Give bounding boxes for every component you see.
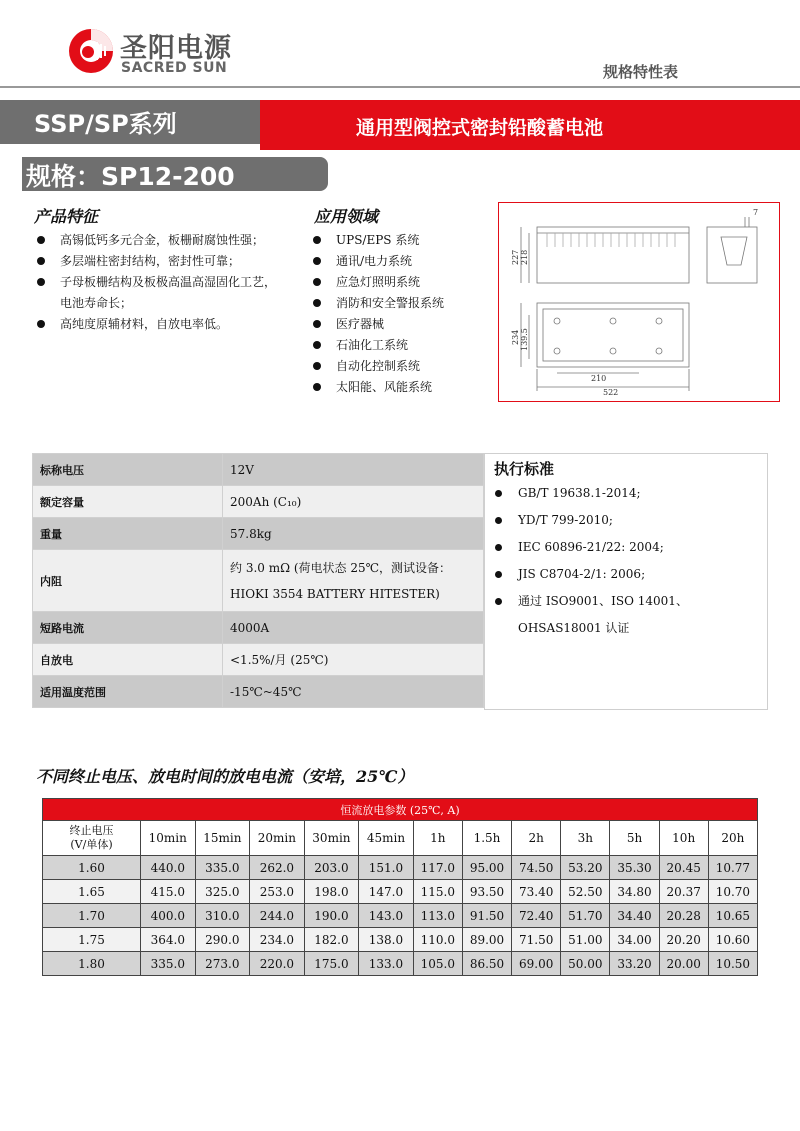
- spec-value: 12V: [223, 454, 484, 486]
- spec-key: 标称电压: [33, 454, 223, 486]
- current-cell: 440.0: [141, 856, 196, 880]
- standards-list: [494, 480, 762, 642]
- table-row: [43, 904, 758, 928]
- current-cell: 89.00: [462, 928, 511, 952]
- header-divider: [0, 86, 800, 88]
- current-cell: 34.80: [610, 880, 659, 904]
- column-header: 45min: [359, 821, 414, 856]
- voltage-cell: 1.60: [43, 856, 141, 880]
- discharge-table: [42, 798, 758, 976]
- column-header: 10h: [659, 821, 708, 856]
- current-cell: 151.0: [359, 856, 414, 880]
- spec-value: 57.8kg: [223, 518, 484, 550]
- current-cell: 34.40: [610, 904, 659, 928]
- current-cell: 143.0: [359, 904, 414, 928]
- current-cell: 10.60: [708, 928, 757, 952]
- current-cell: 93.50: [462, 880, 511, 904]
- list-item: 应急灯照明系统: [312, 272, 492, 293]
- battery-outline-drawing: [499, 203, 778, 400]
- current-cell: 115.0: [413, 880, 462, 904]
- current-cell: 175.0: [304, 952, 359, 976]
- current-cell: 33.20: [610, 952, 659, 976]
- current-cell: 73.40: [512, 880, 561, 904]
- spec-value: <1.5%/月 (25℃): [223, 644, 484, 676]
- current-cell: 335.0: [195, 856, 250, 880]
- list-item: GB/T 19638.1-2014;: [494, 480, 762, 507]
- table-row: [33, 550, 484, 612]
- list-item: 自动化控制系统: [312, 356, 492, 377]
- table-row: [33, 612, 484, 644]
- features-heading: 产品特征: [34, 207, 99, 226]
- current-cell: 220.0: [250, 952, 305, 976]
- current-cell: 415.0: [141, 880, 196, 904]
- list-item: 通讯/电力系统: [312, 251, 492, 272]
- current-cell: 244.0: [250, 904, 305, 928]
- list-item: 子母板栅结构及板极高温高湿固化工艺，电池寿命长；: [36, 272, 286, 314]
- current-cell: 325.0: [195, 880, 250, 904]
- table-row: [33, 676, 484, 708]
- table-row: [33, 518, 484, 550]
- voltage-cell: 1.80: [43, 952, 141, 976]
- dimension-label: 7: [753, 208, 759, 217]
- internal-resistance-line1: 约 3.0 mΩ (荷电状态 25℃，测试设备：: [230, 560, 452, 575]
- voltage-cell: 1.75: [43, 928, 141, 952]
- column-header: 20h: [708, 821, 757, 856]
- current-cell: 34.00: [610, 928, 659, 952]
- list-item: 多层端柱密封结构，密封性可靠；: [36, 251, 286, 272]
- dimension-label: 522: [603, 388, 619, 397]
- column-header: 20min: [250, 821, 305, 856]
- current-cell: 273.0: [195, 952, 250, 976]
- current-cell: 91.50: [462, 904, 511, 928]
- table-row: [43, 928, 758, 952]
- current-cell: 335.0: [141, 952, 196, 976]
- applications-list: [312, 230, 492, 398]
- model-title: 规格：SP12-200: [26, 162, 235, 191]
- discharge-table-title: 不同终止电压、放电时间的放电电流（安培，25℃）: [36, 767, 414, 786]
- list-item: 高纯度原辅材料，自放电率低。: [36, 314, 286, 335]
- current-cell: 234.0: [250, 928, 305, 952]
- current-cell: 20.20: [659, 928, 708, 952]
- current-cell: 71.50: [512, 928, 561, 952]
- current-cell: 51.00: [561, 928, 610, 952]
- list-item: 消防和安全警报系统: [312, 293, 492, 314]
- voltage-header-line2: (V/单体): [70, 838, 113, 851]
- table-row: [43, 880, 758, 904]
- current-cell: 117.0: [413, 856, 462, 880]
- list-item: 太阳能、风能系统: [312, 377, 492, 398]
- specification-table: [32, 453, 484, 708]
- current-cell: 105.0: [413, 952, 462, 976]
- table-row: [33, 486, 484, 518]
- column-header: 3h: [561, 821, 610, 856]
- current-cell: 133.0: [359, 952, 414, 976]
- applications-heading: 应用领域: [314, 207, 379, 226]
- current-cell: 52.50: [561, 880, 610, 904]
- current-cell: 20.00: [659, 952, 708, 976]
- list-item: YD/T 799-2010;: [494, 507, 762, 534]
- current-cell: 198.0: [304, 880, 359, 904]
- current-cell: 364.0: [141, 928, 196, 952]
- current-cell: 253.0: [250, 880, 305, 904]
- current-cell: 95.00: [462, 856, 511, 880]
- spec-key: 重量: [33, 518, 223, 550]
- current-cell: 190.0: [304, 904, 359, 928]
- current-cell: 10.65: [708, 904, 757, 928]
- list-item: UPS/EPS 系统: [312, 230, 492, 251]
- table-row: [43, 856, 758, 880]
- spec-value: [223, 550, 484, 612]
- table-row: [33, 454, 484, 486]
- table-row: [43, 952, 758, 976]
- current-cell: 310.0: [195, 904, 250, 928]
- product-title: 通用型阀控式密封铅酸蓄电池: [356, 117, 604, 139]
- current-cell: 400.0: [141, 904, 196, 928]
- column-header: 10min: [141, 821, 196, 856]
- dimension-label: 139.5: [520, 328, 529, 351]
- list-item: 医疗器械: [312, 314, 492, 335]
- brand-name-cn: 圣阳电源: [120, 33, 232, 64]
- current-cell: 138.0: [359, 928, 414, 952]
- brand-name-en: SACRED SUN: [121, 60, 228, 76]
- dimension-label: 227: [511, 249, 520, 265]
- spec-value: 200Ah (C₁₀): [223, 486, 484, 518]
- current-cell: 182.0: [304, 928, 359, 952]
- voltage-header: [43, 821, 141, 856]
- table-header-row: [43, 821, 758, 856]
- spec-key: 短路电流: [33, 612, 223, 644]
- list-item: JIS C8704-2/1: 2006;: [494, 561, 762, 588]
- current-cell: 69.00: [512, 952, 561, 976]
- table-row: [33, 644, 484, 676]
- current-cell: 86.50: [462, 952, 511, 976]
- document-type: 规格特性表: [602, 63, 678, 81]
- current-cell: 50.00: [561, 952, 610, 976]
- column-header: 1h: [413, 821, 462, 856]
- current-cell: 10.70: [708, 880, 757, 904]
- features-list: [36, 230, 286, 335]
- column-header: 1.5h: [462, 821, 511, 856]
- dimension-label: 218: [520, 249, 529, 265]
- current-cell: 10.50: [708, 952, 757, 976]
- current-cell: 110.0: [413, 928, 462, 952]
- discharge-banner: 恒流放电参数 (25℃, A): [43, 799, 758, 821]
- table-banner-row: [43, 799, 758, 821]
- current-cell: 262.0: [250, 856, 305, 880]
- dimension-drawing: [498, 202, 780, 402]
- spec-key: 自放电: [33, 644, 223, 676]
- current-cell: 290.0: [195, 928, 250, 952]
- list-item: IEC 60896-21/22: 2004;: [494, 534, 762, 561]
- list-item: 高锡低钙多元合金，板栅耐腐蚀性强；: [36, 230, 286, 251]
- spec-key: 额定容量: [33, 486, 223, 518]
- spec-value: 4000A: [223, 612, 484, 644]
- dimension-label: 210: [591, 374, 607, 383]
- current-cell: 20.28: [659, 904, 708, 928]
- current-cell: 53.20: [561, 856, 610, 880]
- current-cell: 20.37: [659, 880, 708, 904]
- voltage-cell: 1.70: [43, 904, 141, 928]
- column-header: 2h: [512, 821, 561, 856]
- voltage-header-line1: 终止电压: [69, 824, 114, 837]
- current-cell: 10.77: [708, 856, 757, 880]
- current-cell: 113.0: [413, 904, 462, 928]
- spec-key: 内阻: [33, 550, 223, 612]
- column-header: 30min: [304, 821, 359, 856]
- voltage-cell: 1.65: [43, 880, 141, 904]
- dimension-label: 234: [511, 329, 520, 345]
- current-cell: 147.0: [359, 880, 414, 904]
- current-cell: 203.0: [304, 856, 359, 880]
- current-cell: 35.30: [610, 856, 659, 880]
- internal-resistance-line2: HIOKI 3554 BATTERY HITESTER): [230, 586, 440, 601]
- current-cell: 20.45: [659, 856, 708, 880]
- spec-value: -15℃~45℃: [223, 676, 484, 708]
- column-header: 5h: [610, 821, 659, 856]
- column-header: 15min: [195, 821, 250, 856]
- list-item: 石油化工系统: [312, 335, 492, 356]
- current-cell: 72.40: [512, 904, 561, 928]
- spec-key: 适用温度范围: [33, 676, 223, 708]
- list-item: 通过 ISO9001、ISO 14001、OHSAS18001 认证: [494, 588, 762, 642]
- standards-heading: 执行标准: [494, 460, 555, 478]
- current-cell: 51.70: [561, 904, 610, 928]
- company-logo: [66, 26, 116, 76]
- series-title: SSP/SP系列: [34, 110, 177, 138]
- current-cell: 74.50: [512, 856, 561, 880]
